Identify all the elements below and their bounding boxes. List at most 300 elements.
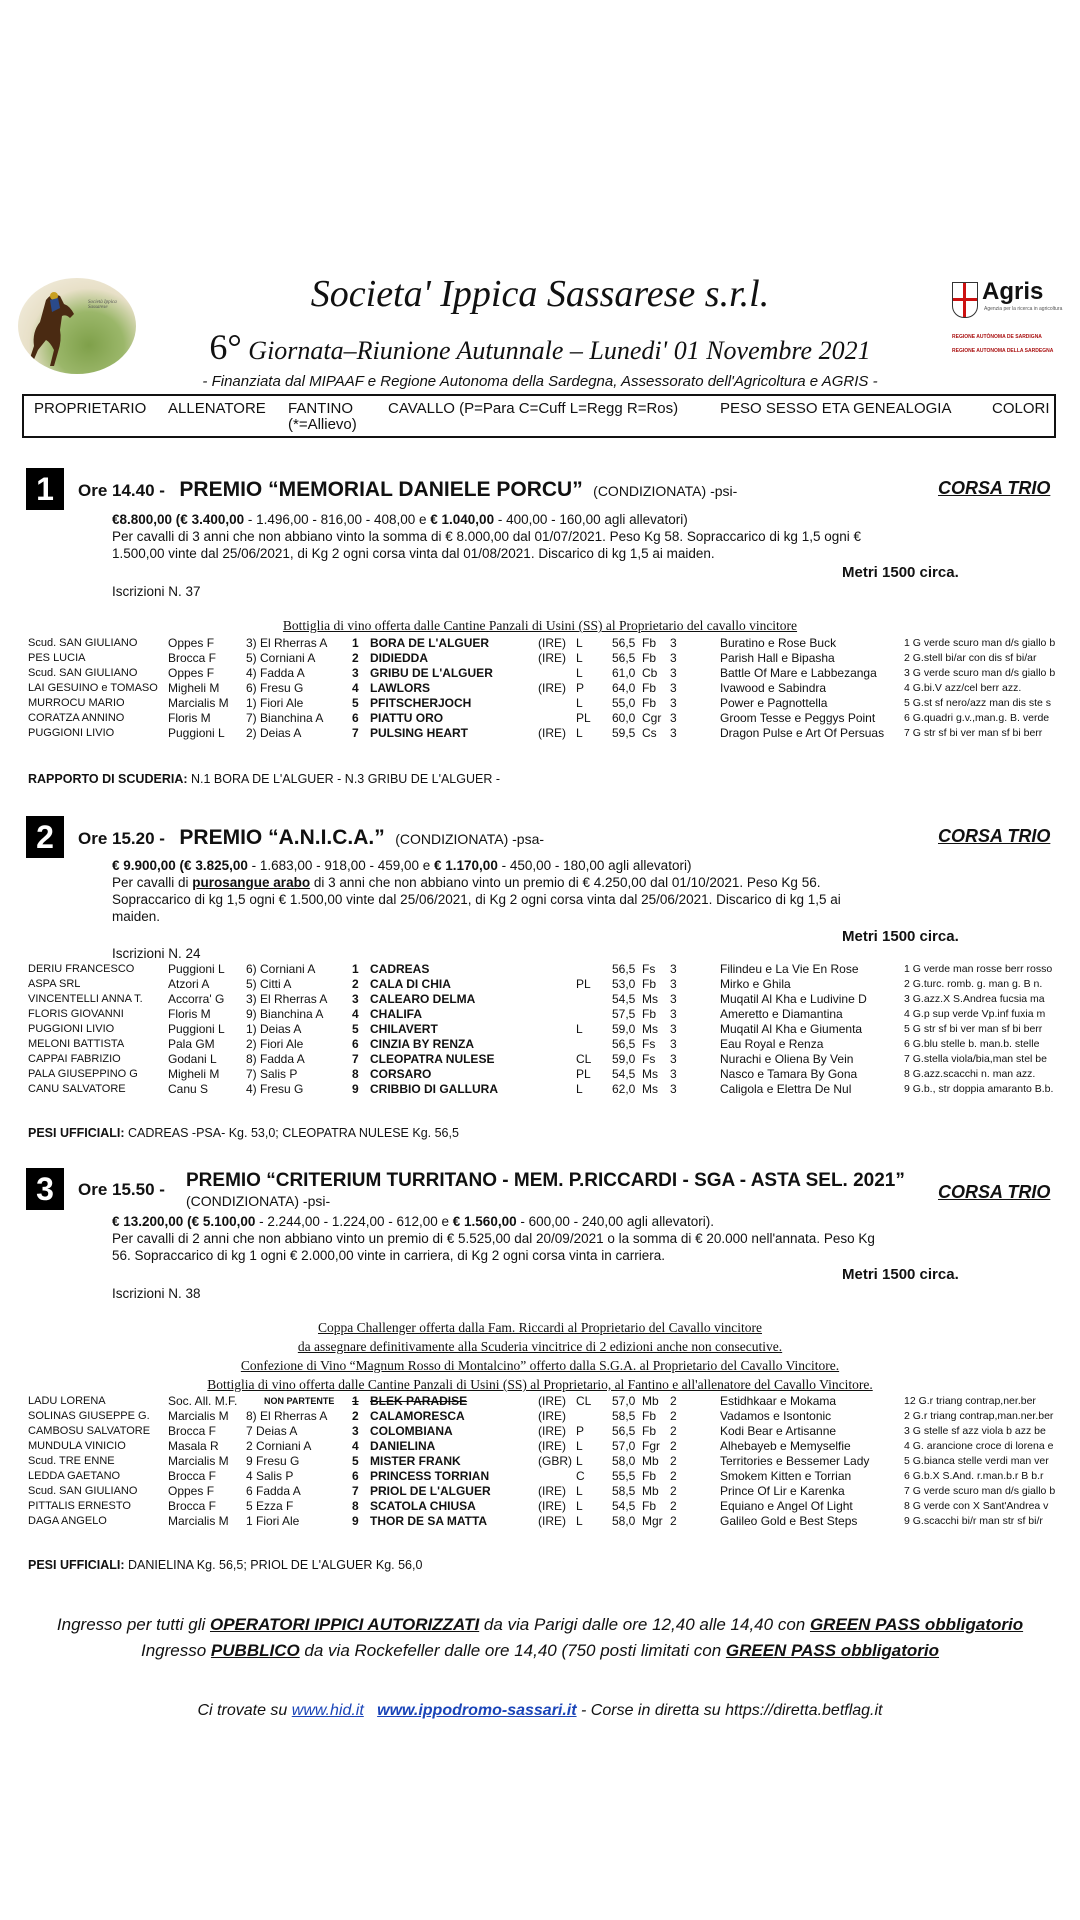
owner: LADU LORENA <box>28 1395 106 1407</box>
equipment: CL <box>576 1394 592 1408</box>
horse-number: 1 <box>352 636 359 650</box>
pedigree: Battle Of Mare e Labbezanga <box>720 666 877 680</box>
age: 3 <box>670 726 677 740</box>
weight: 58,0 <box>612 1514 636 1528</box>
trainer: Accorra' G <box>168 992 225 1006</box>
horse-number: 8 <box>352 1499 359 1513</box>
age: 3 <box>670 977 677 991</box>
colors: 2 G.r triang contrap,man.ner.ber <box>904 1410 1054 1422</box>
owner: Scud. TRE ENNE <box>28 1455 115 1467</box>
weight: 54,5 <box>612 1067 636 1081</box>
pedigree: Nurachi e Oliena By Vein <box>720 1052 854 1066</box>
age: 3 <box>670 636 677 650</box>
sex: Fb <box>642 1469 657 1483</box>
prize-total: € 9.900,00 (€ 3.825,00 <box>112 858 248 873</box>
equipment: L <box>576 1454 583 1468</box>
table-row <box>0 1454 1080 1469</box>
sex: Cb <box>642 666 658 680</box>
age: 3 <box>670 711 677 725</box>
entrance-info <box>0 1612 1080 1664</box>
horse-number: 6 <box>352 1037 359 1051</box>
horse-name: PRIOL DE L'ALGUER <box>370 1484 491 1498</box>
note-label: PESI UFFICIALI: <box>28 1126 125 1140</box>
colors: 7 G.stella viola/bia,man stel be <box>904 1053 1047 1065</box>
colors: 3 G verde scuro man d/s giallo b <box>904 667 1056 679</box>
weight: 58,5 <box>612 1409 636 1423</box>
equipment: L <box>576 1499 583 1513</box>
table-row <box>0 992 1080 1007</box>
owner: DERIU FRANCESCO <box>28 963 135 975</box>
official-weights-note <box>28 1558 422 1572</box>
jockey: 4) Fresu G <box>246 1082 304 1096</box>
colors: 7 G str sf bi ver man sf bi berr <box>904 727 1043 739</box>
weight: 56,5 <box>612 1424 636 1438</box>
jockey: 4 Salis P <box>246 1469 294 1483</box>
col-proprietario: PROPRIETARIO <box>34 400 147 417</box>
agris-tagline: Agenzia per la ricerca in agricoltura <box>984 306 1063 312</box>
colors: 1 G verde man rosse berr rosso <box>904 963 1053 975</box>
owner: MURROCU MARIO <box>28 697 125 709</box>
colors: 5 G str sf bi ver man sf bi berr <box>904 1023 1043 1035</box>
pedigree: Power e Pagnottella <box>720 696 828 710</box>
equipment: CL <box>576 1052 592 1066</box>
age: 2 <box>670 1439 677 1453</box>
race-conditions-1 <box>112 875 972 891</box>
weight: 62,0 <box>612 1082 636 1096</box>
weight: 55,5 <box>612 1469 636 1483</box>
race-offer: Coppa Challenger offerta dalla Fam. Riccardi al Proprietario del Cavallo vincitore <box>318 1320 762 1335</box>
owner: CANU SALVATORE <box>28 1083 126 1095</box>
links-prefix: Ci trovate su <box>197 1702 292 1719</box>
owner: Scud. SAN GIULIANO <box>28 1485 138 1497</box>
weight: 57,5 <box>612 1007 636 1021</box>
horse-name: PIATTU ORO <box>370 711 444 725</box>
age: 2 <box>670 1394 677 1408</box>
weight: 59,0 <box>612 1022 636 1036</box>
note-text: DANIELINA Kg. 56,5; PRIOL DE L'ALGUER Kg. 56,0 <box>124 1558 423 1572</box>
jockey: 7 Deias A <box>246 1424 298 1438</box>
horse-number: 3 <box>352 992 359 1006</box>
jockey: 6) Corniani A <box>246 962 316 976</box>
trainer: Brocca F <box>168 651 217 665</box>
jockey: 1) Deias A <box>246 1022 302 1036</box>
horse-name: DIDIEDDA <box>370 651 429 665</box>
trainer: Oppes F <box>168 1484 215 1498</box>
race-offer: Bottiglia di vino offerta dalle Cantine Panzali di Usini (SS) al Proprietario del cavallo vincitore <box>282 618 798 633</box>
equipment: L <box>576 1022 583 1036</box>
colors: 2 G.stell bi/ar con dis sf bi/ar <box>904 652 1037 664</box>
table-row <box>0 1007 1080 1022</box>
origin: (GBR) <box>538 1454 572 1468</box>
horse-number: 1 <box>352 962 359 976</box>
race-1-entries <box>0 636 1080 746</box>
race-conditions-2: 56. Sopraccarico di kg 1 ogni € 2.000,00 vinte in carriera, di Kg 2 ogni corsa vinta in carriera. <box>112 1248 666 1263</box>
sex: Ms <box>642 992 658 1006</box>
cond-prefix: Per cavalli di <box>112 875 193 890</box>
table-row <box>0 1082 1080 1097</box>
race-distance: Metri 1500 circa. <box>842 1266 959 1283</box>
table-row <box>0 696 1080 711</box>
race-title: PREMIO “A.N.I.C.A.” <box>179 826 385 849</box>
jockey: 8) El Rherras A <box>246 1409 328 1423</box>
race-distance: Metri 1500 circa. <box>842 564 959 581</box>
pedigree: Kodi Bear e Artisanne <box>720 1424 837 1438</box>
owner: LEDDA GAETANO <box>28 1470 121 1482</box>
table-row <box>0 681 1080 696</box>
weight: 59,5 <box>612 726 636 740</box>
horse-name: CORSARO <box>370 1067 432 1081</box>
trainer: Marcialis M <box>168 1454 229 1468</box>
weight: 53,0 <box>612 977 636 991</box>
pedigree: Nasco e Tamara By Gona <box>720 1067 858 1081</box>
age: 2 <box>670 1484 677 1498</box>
horse-number: 7 <box>352 1484 359 1498</box>
sex: Fb <box>642 1007 657 1021</box>
col-colori: COLORI <box>992 400 1050 417</box>
weight: 56,5 <box>612 651 636 665</box>
equipment: P <box>576 1424 585 1438</box>
age: 2 <box>670 1454 677 1468</box>
equipment: L <box>576 636 583 650</box>
race-time: Ore 14.40 - <box>78 481 165 500</box>
horse-name: CALA DI CHIA <box>370 977 451 991</box>
origin: (IRE) <box>538 1424 566 1438</box>
sardinia-shield-icon <box>952 282 978 318</box>
age: 3 <box>670 1037 677 1051</box>
equipment: L <box>576 1439 583 1453</box>
horse-name: CHALIFA <box>370 1007 422 1021</box>
table-row <box>0 1499 1080 1514</box>
green-pass-label: GREEN PASS obbligatorio <box>725 1641 940 1660</box>
pedigree: Ivawood e Sabindra <box>720 681 827 695</box>
horse-number: 4 <box>352 1439 359 1453</box>
horse-number: 8 <box>352 1067 359 1081</box>
owner: CORATZA ANNINO <box>28 712 125 724</box>
equipment: L <box>576 726 583 740</box>
age: 2 <box>670 1469 677 1483</box>
horse-name: PRINCESS TORRIAN <box>370 1469 490 1483</box>
table-row <box>0 1052 1080 1067</box>
links-line <box>0 1702 1080 1720</box>
colors: 12 G.r triang contrap,ner.ber <box>904 1395 1036 1407</box>
weight: 56,5 <box>612 962 636 976</box>
weight: 56,5 <box>612 1037 636 1051</box>
equipment: P <box>576 681 585 695</box>
race-number-badge: 3 <box>26 1168 64 1210</box>
sex: Cgr <box>642 711 662 725</box>
non-starter-label: NON PARTENTE <box>264 1396 335 1406</box>
prize-split: - 1.683,00 - 918,00 - 459,00 e <box>247 858 435 873</box>
prize-breeders-split: - 600,00 - 240,00 agli allevatori). <box>516 1214 714 1229</box>
pedigree: Territories e Bessemer Lady <box>720 1454 870 1468</box>
horse-name: GRIBU DE L'ALGUER <box>370 666 493 680</box>
horse-number: 3 <box>352 1424 359 1438</box>
race-distance: Metri 1500 circa. <box>842 928 959 945</box>
horse-number: 6 <box>352 711 359 725</box>
sex: Cs <box>642 726 657 740</box>
table-row <box>0 1022 1080 1037</box>
horse-number: 5 <box>352 696 359 710</box>
table-row <box>0 726 1080 741</box>
operators-entrance <box>0 1612 1080 1638</box>
owner: CAPPAI FABRIZIO <box>28 1053 121 1065</box>
col-allenatore: ALLENATORE <box>168 400 266 417</box>
trainer: Brocca F <box>168 1499 217 1513</box>
table-row <box>0 636 1080 651</box>
horse-number: 9 <box>352 1082 359 1096</box>
equipment: L <box>576 696 583 710</box>
horse-name: CHILAVERT <box>370 1022 438 1036</box>
horse-name: CINZIA BY RENZA <box>370 1037 475 1051</box>
race-conditions-1: Per cavalli di 2 anni che non abbiano vinto un premio di € 5.525,00 dal 20/09/2021 o la somma di € 20.000 nell'annata. Peso Kg <box>112 1231 875 1246</box>
weight: 64,0 <box>612 681 636 695</box>
prize-split: - 2.244,00 - 1.224,00 - 612,00 e <box>255 1214 453 1229</box>
age: 3 <box>670 681 677 695</box>
trainer: Floris M <box>168 711 211 725</box>
horse-number: 3 <box>352 666 359 680</box>
horse-number: 2 <box>352 1409 359 1423</box>
meeting-day-number: 6° <box>209 327 242 367</box>
prize-breeders: € 1.040,00 <box>430 512 495 527</box>
colors: 4 G. arancione croce di lorena e <box>904 1440 1054 1452</box>
age: 3 <box>670 1052 677 1066</box>
sex: Mb <box>642 1394 659 1408</box>
sex: Fb <box>642 1499 657 1513</box>
sex: Mgr <box>642 1514 663 1528</box>
race-prize <box>112 858 962 874</box>
entrance-text: Ingresso per tutti gli <box>56 1615 210 1634</box>
owner: Scud. SAN GIULIANO <box>28 637 138 649</box>
table-row <box>0 962 1080 977</box>
col-fantino: FANTINO <box>288 400 354 417</box>
race-entries-count: Iscrizioni N. 24 <box>112 946 201 961</box>
equipment: PL <box>576 977 591 991</box>
pedigree: Buratino e Rose Buck <box>720 636 837 650</box>
note-label: PESI UFFICIALI: <box>28 1558 125 1572</box>
trainer: Pala GM <box>168 1037 215 1051</box>
sex: Fs <box>642 1037 656 1051</box>
race-heading <box>78 478 737 502</box>
pedigree: Vadamos e Isontonic <box>720 1409 832 1423</box>
owner: PITTALIS ERNESTO <box>28 1500 131 1512</box>
horse-number: 5 <box>352 1454 359 1468</box>
colors: 9 G.b., str doppia amaranto B.b. <box>904 1083 1054 1095</box>
race-entries-count: Iscrizioni N. 38 <box>112 1286 201 1301</box>
sex: Fs <box>642 962 656 976</box>
pedigree: Smokem Kitten e Torrian <box>720 1469 852 1483</box>
equipment: C <box>576 1469 585 1483</box>
horse-name: THOR DE SA MATTA <box>370 1514 488 1528</box>
horse-number: 2 <box>352 977 359 991</box>
horse-number: 1 <box>352 1394 359 1408</box>
hid-link[interactable]: www.hid.it <box>291 1702 364 1719</box>
pedigree: Ameretto e Diamantina <box>720 1007 843 1021</box>
jockey: 2) Fiori Ale <box>246 1037 304 1051</box>
sex: Ms <box>642 1067 658 1081</box>
sex: Ms <box>642 1022 658 1036</box>
race-conditions-2: Sopraccarico di kg 1,5 ogni € 1.500,00 vinte dal 25/06/2021, di Kg 2 ogni corsa vinta dal 25/06/2021. Discarico di kg 1,5 ai <box>112 892 841 907</box>
colors: 8 G.azz.scacchi n. man azz. <box>904 1068 1036 1080</box>
trainer: Brocca F <box>168 1469 217 1483</box>
meeting-subtitle <box>150 326 930 368</box>
age: 3 <box>670 1082 677 1096</box>
sex: Fb <box>642 681 657 695</box>
pedigree: Equiano e Angel Of Light <box>720 1499 853 1513</box>
jockey: 5) Citti A <box>246 977 292 991</box>
equipment: L <box>576 666 583 680</box>
horse-number: 9 <box>352 1514 359 1528</box>
table-row <box>0 1484 1080 1499</box>
agris-region-italian: REGIONE AUTONOMA DELLA SARDEGNA <box>952 348 1054 354</box>
public-label: PUBBLICO <box>210 1641 300 1660</box>
colors: 3 G.azz.X S.Andrea fucsia ma <box>904 993 1045 1005</box>
entrance-text: Ingresso <box>140 1641 211 1660</box>
owner: PUGGIONI LIVIO <box>28 727 115 739</box>
jockey: 1 Fiori Ale <box>246 1514 300 1528</box>
prize-split: - 1.496,00 - 816,00 - 408,00 e <box>244 512 431 527</box>
race-time: Ore 15.50 - <box>78 1180 165 1199</box>
trainer: Oppes F <box>168 666 215 680</box>
origin: (IRE) <box>538 1439 566 1453</box>
sex: Fb <box>642 1424 657 1438</box>
origin: (IRE) <box>538 1409 566 1423</box>
jockey: 4) Fadda A <box>246 666 305 680</box>
stable-note <box>28 772 500 786</box>
race-time: Ore 15.20 - <box>78 829 165 848</box>
sex: Fb <box>642 977 657 991</box>
owner: MUNDULA VINICIO <box>28 1440 126 1452</box>
age: 2 <box>670 1424 677 1438</box>
age: 3 <box>670 962 677 976</box>
jockey: 6) Fresu G <box>246 681 304 695</box>
table-row <box>0 1514 1080 1529</box>
prize-total: €8.800,00 (€ 3.400,00 <box>112 512 245 527</box>
pedigree: Muqatil Al Kha e Giumenta <box>720 1022 863 1036</box>
table-row <box>0 1469 1080 1484</box>
pedigree: Muqatil Al Kha e Ludivine D <box>720 992 867 1006</box>
meeting-description: Giornata–Riunione Autunnale – Lunedi' 01 Novembre 2021 <box>241 336 871 365</box>
age: 2 <box>670 1409 677 1423</box>
race-offer: Bottiglia di vino offerta dalle Cantine Panzali di Usini (SS) al Proprietario, al Fantino e all'allenatore del Cavallo Vincitore. <box>207 1377 873 1392</box>
race-number-badge: 2 <box>26 816 64 858</box>
age: 2 <box>670 1499 677 1513</box>
ippodromo-link[interactable]: www.ippodromo-sassari.it <box>377 1702 577 1719</box>
breed: purosangue arabo <box>192 875 311 890</box>
race-3-entries <box>0 1394 1080 1534</box>
horse-name: COLOMBIANA <box>370 1424 453 1438</box>
pedigree: Mirko e Ghila <box>720 977 791 991</box>
colors: 6 G.quadri g.v.,man.g. B. verde <box>904 712 1050 724</box>
horse-number: 2 <box>352 651 359 665</box>
race-conditions-1: Per cavalli di 3 anni che non abbiano vinto la somma di € 8.000,00 dal 01/07/2021. Peso Kg 58. Sopraccarico di kg 1,5 ogni € <box>112 529 861 544</box>
entrance-text: da via Rockefeller dalle ore 14,40 (750 posti limitati con <box>299 1641 726 1660</box>
colors: 8 G verde con X Sant'Andrea v <box>904 1500 1049 1512</box>
note-label: RAPPORTO DI SCUDERIA: <box>28 772 188 786</box>
page-title: Societa' Ippica Sassarese s.r.l. <box>310 273 770 315</box>
age: 2 <box>670 1514 677 1528</box>
prize-breeders: € 1.560,00 <box>452 1214 517 1229</box>
horse-name: BORA DE L'ALGUER <box>370 636 490 650</box>
owner: PALA GIUSEPPINO G <box>28 1068 138 1080</box>
operators-label: OPERATORI IPPICI AUTORIZZATI <box>209 1615 480 1634</box>
trainer: Marcialis M <box>168 1409 229 1423</box>
trainer: Marcialis M <box>168 1514 229 1528</box>
trainer: Soc. All. M.F. <box>168 1394 238 1408</box>
owner: Scud. SAN GIULIANO <box>28 667 138 679</box>
jockey: 5 Ezza F <box>246 1499 294 1513</box>
sex: Fb <box>642 651 657 665</box>
race-2-entries <box>0 962 1080 1102</box>
race-condition: (CONDIZIONATA) -psi- <box>186 1193 331 1209</box>
horse-number: 6 <box>352 1469 359 1483</box>
race-conditions-3: maiden. <box>112 909 161 924</box>
table-row <box>0 1394 1080 1409</box>
pedigree: Dragon Pulse e Art Of Persuas <box>720 726 885 740</box>
trainer: Marcialis M <box>168 696 229 710</box>
jockey: 9) Bianchina A <box>246 1007 324 1021</box>
trainer: Floris M <box>168 1007 211 1021</box>
table-row <box>0 1409 1080 1424</box>
age: 3 <box>670 651 677 665</box>
pedigree: Parish Hall e Bipasha <box>720 651 835 665</box>
table-row <box>0 1424 1080 1439</box>
jockey: 8) Fadda A <box>246 1052 305 1066</box>
colors: 2 G.turc. romb. g. man g. B n. <box>904 978 1043 990</box>
pedigree: Groom Tesse e Peggys Point <box>720 711 876 725</box>
sex: Fb <box>642 636 657 650</box>
horse-name: CRIBBIO DI GALLURA <box>370 1082 498 1096</box>
horse-name: CALEARO DELMA <box>370 992 476 1006</box>
age: 3 <box>670 1022 677 1036</box>
table-row <box>0 1037 1080 1052</box>
trainer: Godani L <box>168 1052 217 1066</box>
owner: DAGA ANGELO <box>28 1515 107 1527</box>
horse-number: 4 <box>352 1007 359 1021</box>
weight: 58,5 <box>612 1484 636 1498</box>
trio-badge: CORSA TRIO <box>938 478 1051 498</box>
equipment: PL <box>576 1067 591 1081</box>
owner: FLORIS GIOVANNI <box>28 1008 124 1020</box>
owner: CAMBOSU SALVATORE <box>28 1425 151 1437</box>
green-pass-label: GREEN PASS obbligatorio <box>809 1615 1024 1634</box>
trainer: Puggioni L <box>168 726 225 740</box>
sex: Fb <box>642 1409 657 1423</box>
sex: Fs <box>642 1052 656 1066</box>
weight: 61,0 <box>612 666 636 680</box>
trainer: Migheli M <box>168 681 220 695</box>
sex: Ms <box>642 1082 658 1096</box>
horse-name: LAWLORS <box>370 681 430 695</box>
trainer: Masala R <box>168 1439 219 1453</box>
age: 3 <box>670 666 677 680</box>
origin: (IRE) <box>538 681 566 695</box>
jockey: 9 Fresu G <box>246 1454 300 1468</box>
colors: 5 G.st sf nero/azz man dis ste s <box>904 697 1052 709</box>
race-title: PREMIO “CRITERIUM TURRITANO - MEM. P.RICCARDI - SGA - ASTA SEL. 2021” <box>186 1170 905 1191</box>
horse-name: MISTER FRANK <box>370 1454 461 1468</box>
race-heading <box>78 826 544 850</box>
age: 3 <box>670 1067 677 1081</box>
table-row <box>0 1067 1080 1082</box>
col-fantino-note: (*=Allievo) <box>288 416 357 433</box>
equipment: L <box>576 1514 583 1528</box>
horse-name: SCATOLA CHIUSA <box>370 1499 476 1513</box>
owner: PUGGIONI LIVIO <box>28 1023 115 1035</box>
weight: 56,5 <box>612 636 636 650</box>
horse-name: CALAMORESCA <box>370 1409 465 1423</box>
race-entries-count: Iscrizioni N. 37 <box>112 584 201 599</box>
origin: (IRE) <box>538 636 566 650</box>
